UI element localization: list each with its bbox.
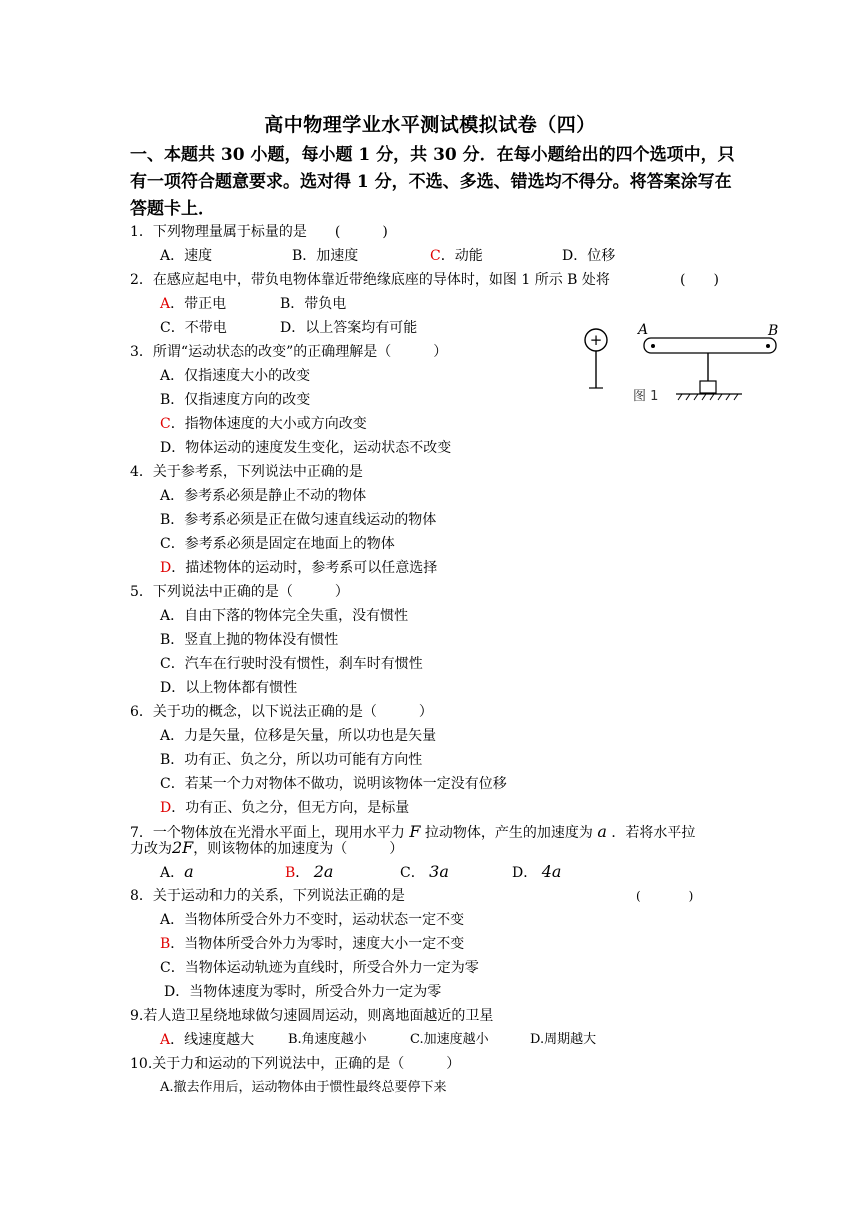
q7-option-c — [400, 862, 449, 883]
q2-option-c: C．不带电 — [160, 320, 227, 336]
q1-option-c — [430, 246, 483, 266]
q4-stem: 4．关于参考系，下列说法中正确的是 — [130, 464, 363, 480]
q7-stem-part-5: ，则该物体的加速度为（ ） — [193, 841, 404, 857]
q2-paren: ( ) — [680, 272, 719, 288]
q8-option-a: A．当物体所受合外力不变时，运动状态一定不变 — [160, 912, 465, 928]
q10-option-a: A.撤去作用后，运动物体由于惯性最终总要停下来 — [160, 1080, 447, 1095]
q5-stem: 5．下列说法中正确的是（ ） — [130, 584, 349, 600]
q8-option-c: C．当物体运动轨迹为直线时，所受合外力一定为零 — [160, 960, 479, 976]
q8-stem: 8．关于运动和力的关系，下列说法正确的是 — [130, 888, 405, 904]
q7-stem-part-1: 7．一个物体放在光滑水平面上，现用水平力 — [130, 825, 405, 841]
q2-answer-mark: A — [160, 296, 171, 312]
q9-option-a — [160, 1030, 254, 1050]
figure-caption: 图 1 — [633, 389, 659, 404]
q6-stem: 6．关于功的概念，以下说法正确的是（ ） — [130, 704, 433, 720]
q10-stem: 10.关于力和运动的下列说法中，正确的是（ ） — [130, 1056, 461, 1072]
q2-stem: 2．在感应起电中，带负电物体靠近带绝缘底座的导体时，如图 1 所示 B 处将 — [130, 272, 610, 288]
q3-stem: 3．所谓“运动状态的改变”的正确理解是（ ） — [130, 344, 448, 360]
insulating-base — [700, 381, 716, 393]
conductor-bar — [644, 338, 776, 353]
q8-paren: ( ) — [636, 889, 694, 903]
exam-title: 高中物理学业水平测试模拟试卷（四） — [264, 114, 596, 136]
q7-stem-line-2 — [130, 838, 403, 859]
q3-answer-mark: C — [160, 416, 171, 432]
q2-option-b: B．带负电 — [280, 296, 347, 312]
q6-option-d — [160, 798, 409, 818]
q1-answer-mark: C — [430, 248, 441, 264]
q6-option-a: A．力是矢量，位移是矢量，所以功也是矢量 — [160, 728, 437, 744]
q3-option-c — [160, 414, 367, 434]
q9-answer-mark: A — [160, 1032, 171, 1048]
q7-option-a — [160, 862, 194, 883]
q2-option-a — [160, 294, 226, 314]
label-a: A — [638, 322, 649, 338]
q2-option-a-text: ．带正电 — [170, 296, 227, 312]
q7-option-c-value: 3a — [429, 862, 449, 881]
q7-stem-part-2: 拉动物体，产生的加速度为 — [424, 825, 593, 841]
q4-option-d — [160, 558, 437, 578]
ground-hatching — [678, 394, 738, 400]
q9-option-d: D.周期越大 — [530, 1032, 597, 1047]
label-b: B — [768, 323, 779, 339]
q9-option-a-text: ．线速度越大 — [170, 1032, 255, 1048]
q1-option-c-text: ．动能 — [440, 248, 483, 264]
q4-option-a: A．参考系必须是静止不动的物体 — [160, 488, 367, 504]
section-instructions: 一、本题共 30 小题，每小题 1 分，共 30 分．在每小题给出的四个选项中，只有一项符合题意要求。选对得 1 分，不选、多选、错选均不得分。将答案涂写在答题卡上． — [130, 145, 735, 219]
q7-symbol-2f: 2F — [172, 838, 194, 857]
q9-option-c: C.加速度越小 — [410, 1032, 489, 1047]
q4-answer-mark: D — [160, 560, 172, 576]
q6-option-b: B．功有正、负之分，所以功可能有方向性 — [160, 752, 423, 768]
q7-symbol-a: a — [597, 822, 607, 841]
q7-stem-part-3: ．若将水平拉 — [611, 825, 696, 841]
q1-option-d: D．位移 — [562, 248, 616, 264]
q4-option-b: B．参考系必须是正在做匀速直线运动的物体 — [160, 512, 437, 528]
q5-option-b: B．竖直上抛的物体没有惯性 — [160, 632, 339, 648]
q6-answer-mark: D — [160, 800, 172, 816]
q5-option-d: D．以上物体都有惯性 — [160, 680, 298, 696]
q7-option-c-label: C． — [400, 865, 425, 881]
q3-option-d: D．物体运动的速度发生变化，运动状态不改变 — [160, 440, 452, 456]
end-dot-b — [766, 344, 770, 348]
q1-option-a: A．速度 — [160, 248, 213, 264]
q7-option-d-label: D． — [512, 865, 538, 881]
q9-option-b: B.角速度越小 — [288, 1032, 367, 1047]
q6-option-d-text: ．功有正、负之分，但无方向，是标量 — [171, 800, 410, 816]
q3-option-b: B．仅指速度方向的改变 — [160, 392, 311, 408]
q1-stem: 1．下列物理量属于标量的是 ( ) — [130, 224, 388, 240]
q5-option-c: C．汽车在行驶时没有惯性，刹车时有惯性 — [160, 656, 423, 672]
q3-option-a: A．仅指速度大小的改变 — [160, 368, 311, 384]
q7-symbol-f: F — [409, 822, 421, 841]
q6-option-c: C．若某一个力对物体不做功，说明该物体一定没有位移 — [160, 776, 507, 792]
sphere-charge-sign: + — [589, 331, 603, 349]
q7-option-b-value: 2a — [313, 862, 334, 881]
end-dot-a — [651, 344, 655, 348]
q5-option-a: A．自由下落的物体完全失重，没有惯性 — [160, 608, 409, 624]
q2-option-d: D．以上答案均有可能 — [280, 320, 418, 336]
q7-option-b — [285, 862, 333, 883]
q8-option-b — [160, 934, 464, 954]
q7-option-d — [512, 862, 561, 883]
figure-1-diagram — [578, 318, 788, 413]
q1-option-b: B．加速度 — [292, 248, 359, 264]
q7-option-d-value: 4a — [541, 862, 562, 881]
q8-answer-mark: B — [160, 936, 171, 952]
q4-option-d-text: ．描述物体的运动时，参考系可以任意选择 — [171, 560, 438, 576]
q8-option-b-text: ．当物体所受合外力为零时，速度大小一定不变 — [170, 936, 465, 952]
q7-option-a-value: a — [184, 862, 194, 881]
q7-stem-part-4: 力改为 — [130, 841, 172, 857]
q8-option-d: D．当物体速度为零时，所受合外力一定为零 — [164, 984, 442, 1000]
q7-answer-mark: B — [285, 865, 296, 881]
q7-option-a-label: A． — [160, 865, 185, 881]
q9-stem: 9.若人造卫星绕地球做匀速圆周运动，则离地面越近的卫星 — [130, 1008, 494, 1024]
q7-option-b-sep: ． — [295, 865, 310, 881]
q3-option-c-text: ．指物体速度的大小或方向改变 — [170, 416, 367, 432]
q4-option-c: C．参考系必须是固定在地面上的物体 — [160, 536, 395, 552]
